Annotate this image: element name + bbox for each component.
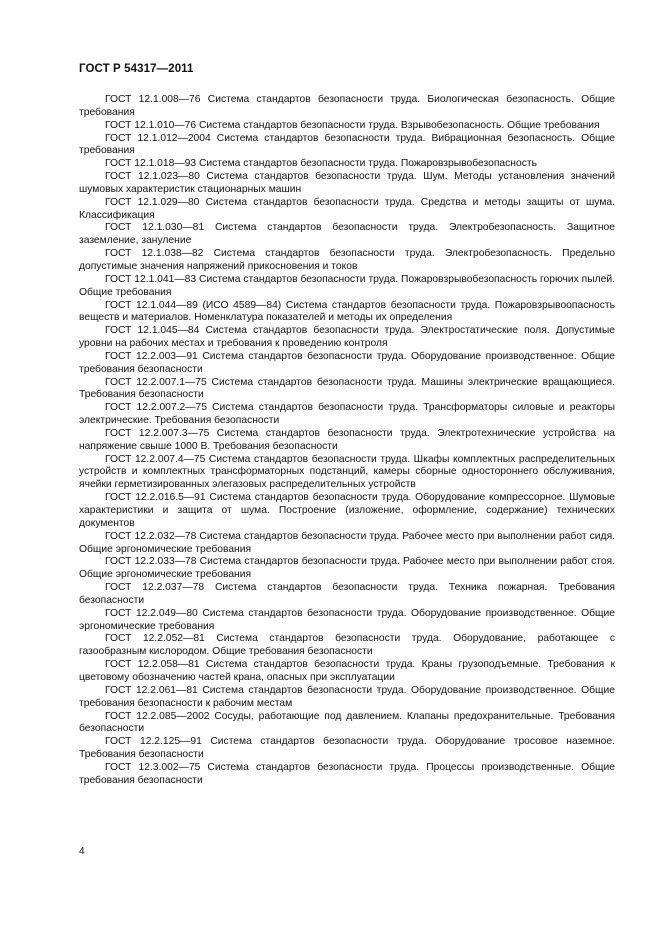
reference-entry: ГОСТ 12.2.052—81 Система стандартов безопасности труда. Оборудование, работающее с газообразным кислородом. Общие требования безопасности [79,633,615,658]
reference-entry: ГОСТ 12.2.007.2—75 Система стандартов безопасности труда. Трансформаторы силовые и реакторы электрические. Требования безопасности [79,402,615,427]
reference-entry: ГОСТ 12.2.016.5—91 Система стандартов безопасности труда. Оборудование компрессорное. Шумовые характеристики и защита от шума. Построение (изложение, оформление, содержание) технических документов [79,492,615,529]
reference-entry: ГОСТ 12.1.041—83 Система стандартов безопасности труда. Пожаровзрывобезопасность горючих пылей. Общие требования [79,273,615,298]
reference-entry: ГОСТ 12.2.007.3—75 Система стандартов безопасности труда. Электротехнические устройства на напряжение свыше 1000 В. Требования безопасности [79,427,615,452]
reference-entry: ГОСТ 12.1.044—89 (ИСО 4589—84) Система стандартов безопасности труда. Пожаровзрывоопасность веществ и материалов. Номенклатура показателей и методы их определения [79,299,615,324]
reference-entry: ГОСТ 12.1.045—84 Система стандартов безопасности труда. Электростатические поля. Допустимые уровни на рабочих местах и требования к проведению контроля [79,325,615,350]
reference-entry: ГОСТ 12.1.010—76 Система стандартов безопасности труда. Взрывобезопасность. Общие требования [105,119,600,131]
reference-entry: ГОСТ 12.2.037—78 Система стандартов безопасности труда. Техника пожарная. Требования безопасности [79,582,615,606]
reference-entry: ГОСТ 12.2.003—91 Система стандартов безопасности труда. Оборудование производственное. Общие требования безопасности [79,350,615,375]
reference-entry: ГОСТ 12.2.058—81 Система стандартов безопасности труда. Краны грузоподъемные. Требования к цветовому обозначению частей крана, опасных при эксплуатации [79,659,615,683]
reference-entry: ГОСТ 12.2.085—2002 Сосуды, работающие под давлением. Клапаны предохранительные. Требования безопасности [79,710,615,735]
document-header: ГОСТ Р 54317—2011 [79,63,194,75]
reference-entry: ГОСТ 12.1.008—76 Система стандартов безопасности труда. Биологическая безопасность. Общие требования [79,94,615,118]
standards-reference-list [79,94,615,788]
reference-entry: ГОСТ 12.1.029—80 Система стандартов безопасности труда. Средства и методы защиты от шума. Классификация [79,196,615,221]
reference-entry: ГОСТ 12.1.023—80 Система стандартов безопасности труда. Шум. Методы установления значений шумовых характеристик стационарных машин [79,171,615,195]
reference-entry: ГОСТ 12.2.007.1—75 Система стандартов безопасности труда. Машины электрические вращающиеся. Требования безопасности [79,376,615,401]
reference-entry: ГОСТ 12.1.012—2004 Система стандартов безопасности труда. Вибрационная безопасность. Общие требования [79,132,615,157]
page-number: 4 [79,846,85,857]
reference-entry: ГОСТ 12.2.032—78 Система стандартов безопасности труда. Рабочее место при выполнении работ сидя. Общие эргономические требования [79,530,615,555]
reference-entry: ГОСТ 12.1.018—93 Система стандартов безопасности труда. Пожаровзрывобезопасность [105,158,537,170]
reference-entry: ГОСТ 12.2.125—91 Система стандартов безопасности труда. Оборудование тросовое наземное. Требования безопасности [79,736,615,761]
reference-entry: ГОСТ 12.2.049—80 Система стандартов безопасности труда. Оборудование производственное. Общие эргономические требования [79,607,615,632]
reference-entry: ГОСТ 12.3.002—75 Система стандартов безопасности труда. Процессы производственные. Общие требования безопасности [79,761,615,786]
reference-entry: ГОСТ 12.2.061—81 Система стандартов безопасности труда. Оборудование производственное. Общие требования безопасности к рабочим местам [79,684,615,709]
reference-entry: ГОСТ 12.2.033—78 Система стандартов безопасности труда. Рабочее место при выполнении работ стоя. Общие эргономические требования [79,556,615,581]
reference-entry: ГОСТ 12.1.030—81 Система стандартов безопасности труда. Электробезопасность. Защитное заземление, зануление [79,222,615,247]
reference-entry: ГОСТ 12.1.038—82 Система стандартов безопасности труда. Электробезопасность. Предельно допустимые значения напряжений прикосновения и токов [79,248,615,272]
reference-entry: ГОСТ 12.2.007.4—75 Система стандартов безопасности труда. Шкафы комплектных распределительных устройств и комплектных трансформаторных подстанций, камеры сборные одностороннего обслуживания, ячейки герметизированных элегазовых распределительных устройств [79,453,615,491]
